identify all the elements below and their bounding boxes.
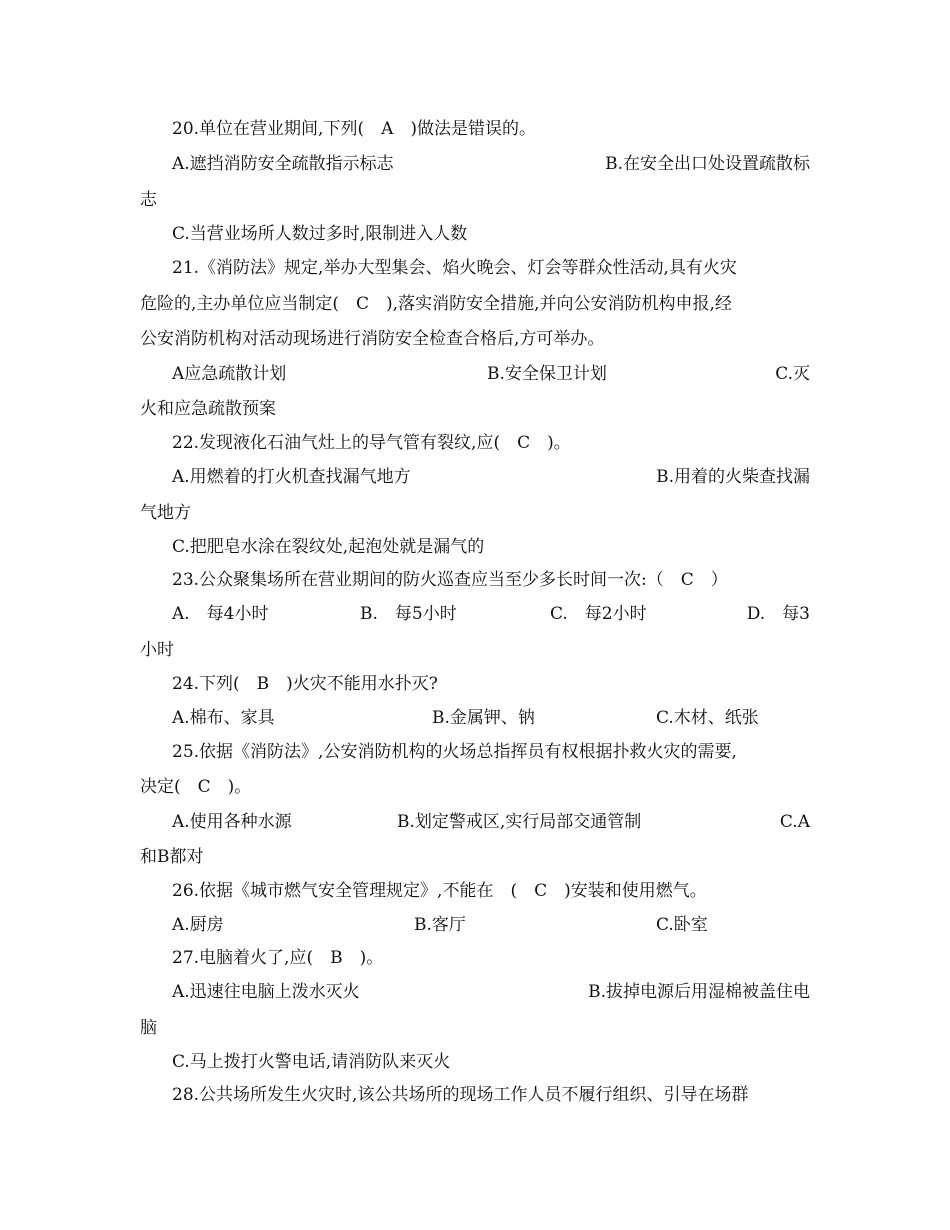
question-27-option-b-continued: 脑: [140, 1018, 157, 1038]
question-26-option-b: B.客厅: [414, 915, 466, 935]
question-20-option-b-continued: 志: [140, 190, 157, 210]
question-21-option-a: A应急疏散计划: [172, 364, 287, 384]
question-22-option-a: A.用燃着的打火机查找漏气地方: [172, 467, 411, 487]
question-27-option-c: C.马上拨打火警电话,请消防队来灭火: [172, 1052, 451, 1072]
question-26-text: 26.依据《城市燃气安全管理规定》,不能在 ( C )安装和使用燃气。: [172, 881, 707, 901]
question-28-text: 28.公共场所发生火灾时,该公共场所的现场工作人员不履行组织、引导在场群: [172, 1085, 749, 1105]
question-21-option-c: C.灭: [775, 364, 810, 384]
question-25-option-c: C.A: [779, 812, 810, 832]
question-25-option-b: B.划定警戒区,实行局部交通管制: [397, 812, 642, 832]
question-27-option-a: A.迅速往电脑上泼水灭火: [172, 982, 360, 1002]
question-22-option-b: B.用着的火柴查找漏: [656, 467, 810, 487]
question-26-option-c: C.卧室: [656, 915, 708, 935]
question-21-text-line-2: 危险的,主办单位应当制定( C ),落实消防安全措施,并向公安消防机构申报,经: [140, 294, 732, 314]
question-20-text: 20.单位在营业期间,下列( A )做法是错误的。: [172, 119, 536, 139]
question-22-option-b-continued: 气地方: [140, 503, 191, 523]
question-25-option-a: A.使用各种水源: [172, 812, 292, 832]
question-27-text: 27.电脑着火了,应( B )。: [172, 948, 384, 968]
question-26-option-a: A.厨房: [172, 915, 224, 935]
question-20-option-a: A.遮挡消防安全疏散指示标志: [172, 154, 394, 174]
question-24-option-c: C.木材、纸张: [656, 708, 759, 728]
question-23-option-d-continued: 小时: [140, 640, 174, 660]
question-25-text-line-1: 25.依据《消防法》,公安消防机构的火场总指挥员有权根据扑救火灾的需要,: [172, 742, 737, 762]
question-23-option-a: A. 每4小时: [172, 604, 269, 624]
question-21-option-c-continued: 火和应急疏散预案: [140, 399, 276, 419]
question-22-option-c: C.把肥皂水涂在裂纹处,起泡处就是漏气的: [172, 537, 485, 557]
question-21-text-line-1: 21.《消防法》规定,举办大型集会、焰火晚会、灯会等群众性活动,具有火灾: [172, 258, 737, 278]
question-24-option-a: A.棉布、家具: [172, 708, 275, 728]
question-22-text: 22.发现液化石油气灶上的导气管有裂纹,应( C )。: [172, 433, 571, 453]
question-23-text: 23.公众聚集场所在营业期间的防火巡查应当至少多长时间一次:（ C ）: [172, 570, 728, 590]
question-21-text-line-3: 公安消防机构对活动现场进行消防安全检查合格后,方可举办。: [140, 329, 605, 349]
question-23-option-d: D. 每3: [746, 604, 810, 624]
question-24-option-b: B.金属钾、钠: [432, 708, 535, 728]
question-23-option-b: B. 每5小时: [360, 604, 457, 624]
question-27-option-b: B.拔掉电源后用湿棉被盖住电: [588, 982, 810, 1002]
question-23-option-c: C. 每2小时: [550, 604, 647, 624]
question-21-option-b: B.安全保卫计划: [487, 364, 607, 384]
question-24-text: 24.下列( B )火灾不能用水扑灭?: [172, 674, 438, 694]
question-20-option-b: B.在安全出口处设置疏散标: [605, 154, 810, 174]
question-25-text-line-2: 决定( C )。: [140, 777, 252, 797]
question-25-option-c-continued: 和B都对: [140, 847, 204, 867]
question-20-option-c: C.当营业场所人数过多时,限制进入人数: [172, 224, 468, 244]
